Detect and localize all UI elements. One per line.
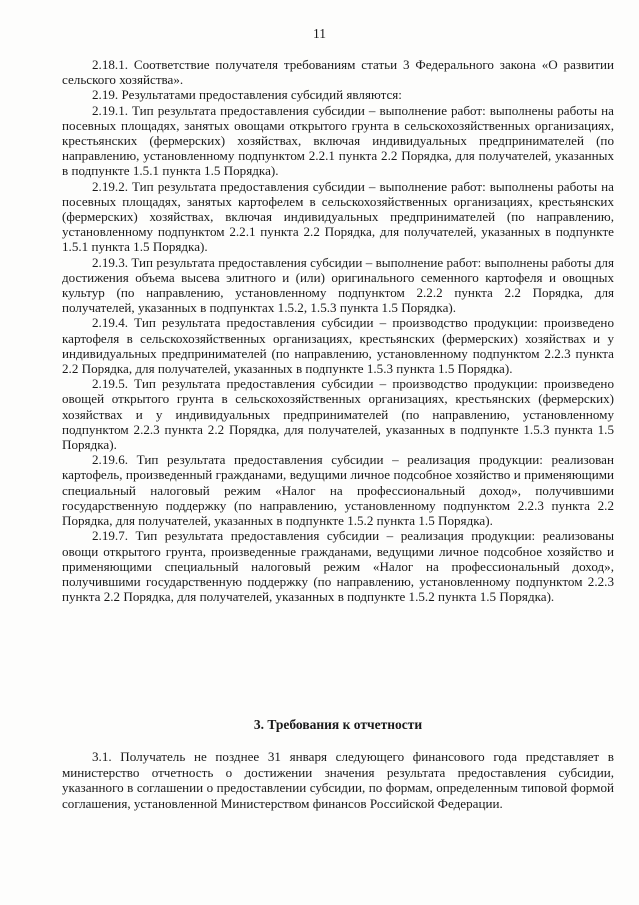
paragraph-2-19-3: 2.19.3. Тип результата предоставления субсидии – выполнение работ: выполнены работы для достижения объема высева элитного и (или) оригинального семенного картофеля и овощных культур (по направлению, установленному подпунктом 2.2.2 пункта 2.2 Порядка, для получателей, указанных в подпунктах 1.5.2, 1.5.3 пункта 1.5 Порядка). [62, 254, 614, 316]
paragraph-2-19-7: 2.19.7. Тип результата предоставления субсидии – реализация продукции: реализованы овощи открытого грунта, произведенные гражданами, ведущими личное подсобное хозяйство и применяющими специальный налоговый режим «Налог на профессиональный доход», получившими государственную поддержку (по направлению, установленному подпунктом 2.2.3 пункта 2.2 Порядка, для получателей, указанных в подпункте 1.5.2 пункта 1.5 Порядка). [62, 528, 614, 605]
paragraph-2-19-4: 2.19.4. Тип результата предоставления субсидии – производство продукции: произведено картофеля в сельскохозяйственных организациях, крестьянских (фермерских) хозяйствах и у индивидуальных предпринимателей (по направлению, установленному подпунктом 2.2.3 пункта 2.2 Порядка, для получателей, указанных в подпункте 1.5.3 пункта 1.5 Порядка). [62, 315, 614, 377]
paragraph-2-18-1: 2.18.1. Соответствие получателя требованиям статьи 3 Федерального закона «О развитии сельского хозяйства». [62, 57, 614, 88]
paragraph-2-19: 2.19. Результатами предоставления субсидий являются: [92, 87, 402, 103]
section-heading: 3. Требования к отчетности [253, 717, 423, 732]
paragraph-2-19-6: 2.19.6. Тип результата предоставления субсидии – реализация продукции: реализован картофель, произведенный гражданами, ведущими личное подсобное хозяйство и применяющими специальный налоговый режим «Налог на профессиональный доход», получившими государственную поддержку (по направлению, установленному подпунктом 2.2.3 пункта 2.2 Порядка, для получателей, указанных в подпункте 1.5.2 пункта 1.5 Порядка). [62, 452, 614, 529]
section-text [62, 749, 614, 811]
paragraph-2-19-5: 2.19.5. Тип результата предоставления субсидии – производство продукции: произведено овощей открытого грунта в сельскохозяйственных организациях, крестьянских (фермерских) хозяйствах и у индивидуальных предпринимателей (по направлению, установленному подпунктом 2.2.3 пункта 2.2 Порядка, для получателей, указанных в подпункте 1.5.3 пункта 1.5 Порядка). [62, 376, 614, 453]
paragraph-3-1: 3.1. Получатель не позднее 31 января следующего финансового года представляет в министерство отчетность о достижении значения результата предоставления субсидии, указанного в соглашении о предоставлении субсидии, по формам, определенным типовой формой соглашения, установленной Министерством финансов Российской Федерации. [62, 749, 614, 811]
body-text [62, 57, 614, 604]
paragraph-2-19-2: 2.19.2. Тип результата предоставления субсидии – выполнение работ: выполнены работы на посевных площадях, занятых картофелем в сельскохозяйственных организациях, крестьянских (фермерских) хозяйствах, включая индивидуальных предпринимателей (по направлению, установленному подпунктом 2.2.1 пункта 2.2 Порядка, для получателей, указанных в подпункте 1.5.1 пункта 1.5 Порядка). [62, 178, 614, 255]
page-number: 11 [313, 26, 326, 41]
paragraph-2-19-1: 2.19.1. Тип результата предоставления субсидии – выполнение работ: выполнены работы на посевных площадях, занятых овощами открытого грунта в сельскохозяйственных организациях, крестьянских (фермерских) хозяйствах, включая индивидуальных предпринимателей (по направлению, установленному подпунктом 2.2.1 пункта 2.2 Порядка, для получателей, указанных в подпункте 1.5.1 пункта 1.5 Порядка). [62, 102, 614, 179]
